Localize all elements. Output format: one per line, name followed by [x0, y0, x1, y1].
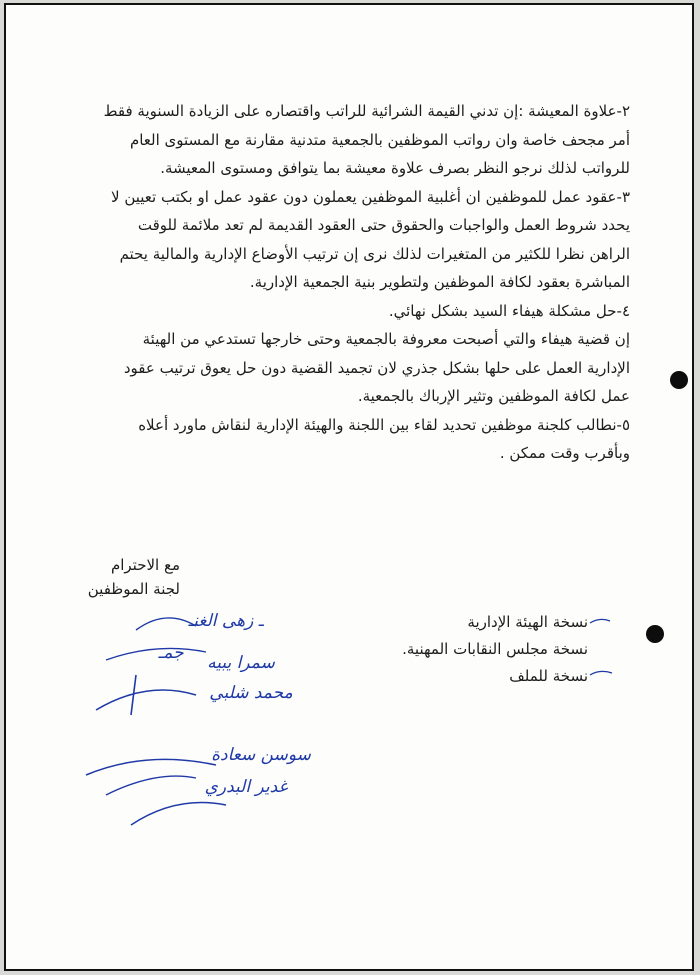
paragraph-haifa-issue-details: إن قضية هيفاء والتي أصبحت معروفة بالجمعية وحتى خارجها تستدعي من الهيئة الإدارية العمل على حلها بشكل جذري لان تجميد القضية دون حل يعوق ترتيب عقود عمل لكافة الموظفين وتثير الإرباك بالجمعية. [123, 330, 630, 405]
copy-tick-marks [588, 609, 628, 689]
closing-signatory: لجنة الموظفين [87, 580, 180, 598]
paragraph-cost-of-living: ٢-علاوة المعيشة :إن تدني القيمة الشرائية للراتب واقتصاره على الزيادة السنوية فقط أمر مجحف خاصة وان رواتب الموظفين بالجمعية متدنية مقارنة مع المستوى العام للرواتب لذلك نرجو النظر بصرف علاوة معيشة بما يتوافق ومستوى المعيشة. [103, 102, 630, 177]
signature-2: جمـ [158, 643, 184, 663]
paragraph-employment-contracts: ٣-عقود عمل للموظفين ان أغلبية الموظفين يعملون دون عقود عمل او بكتب تعيين لا يحدد شروط العمل والواجبات والحقوق حتى العقود القديمة لم تعد ملائمة للوقت الراهن نظرا للكثير من المتغيرات لذلك نرى إن ترتيب الأوضاع الإدارية والمالية يحتم المباشرة بعقود لكافة الموظفين ولتطوير بنية الجمعية الإدارية. [111, 187, 630, 291]
copy-line-unions: نسخة مجلس النقابات المهنية. [402, 640, 588, 658]
copy-line-admin: نسخة الهيئة الإدارية [467, 613, 588, 631]
letter-body [98, 97, 630, 468]
punch-hole-icon [670, 371, 688, 389]
paragraph-meeting-request: ٥-نطالب كلجنة موظفين تحديد لقاء بين اللجنة والهيئة الإدارية لنقاش ماورد أعلاه وبأقرب وقت ممكن . [138, 415, 630, 462]
closing-greeting: مع الاحترام [110, 556, 180, 574]
signature-3: سمرا يبيه [207, 653, 275, 673]
signature-4: محمد شلبي [209, 683, 293, 703]
copies-list [368, 609, 588, 690]
closing-block [0, 553, 180, 601]
signature-1: ـ زهى الغنـ [188, 611, 264, 631]
copy-line-file: نسخة للملف [509, 667, 588, 685]
signatures-area [76, 600, 316, 860]
signature-6: غدير البدري [204, 777, 288, 797]
paragraph-haifa-issue-heading: ٤-حل مشكلة هيفاء السيد بشكل نهائي. [388, 301, 630, 320]
document-page [4, 3, 694, 971]
signature-5: سوسن سعادة [211, 745, 311, 765]
punch-hole-icon [646, 625, 664, 643]
